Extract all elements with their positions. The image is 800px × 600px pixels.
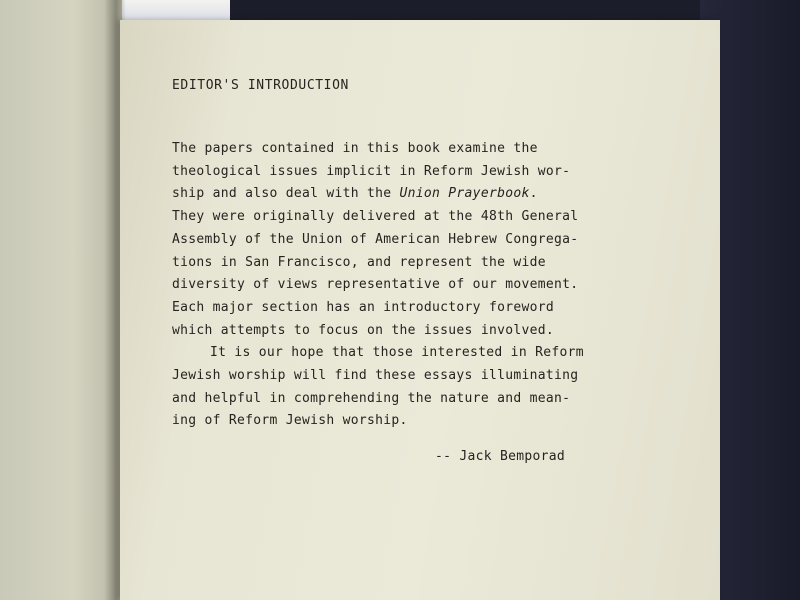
text-line: Jewish worship will find these essays illuminating — [172, 368, 579, 384]
text-line: ing of Reform Jewish worship. — [172, 413, 408, 429]
text-line: and helpful in comprehending the nature and mean- — [172, 390, 571, 406]
text-line: diversity of views representative of our movement. — [172, 277, 579, 293]
text-line: theological issues implicit in Reform Jewish wor- — [172, 163, 571, 179]
signature: -- Jack Bemporad — [435, 449, 566, 465]
section-heading: EDITOR'S INTRODUCTION — [172, 78, 349, 93]
paragraph-1 — [172, 138, 672, 433]
text-line: tions in San Francisco, and represent the wide — [172, 254, 546, 270]
text-line: which attempts to focus on the issues involved. — [172, 322, 554, 338]
text-line: Assembly of the Union of American Hebrew Congrega- — [172, 231, 579, 247]
title-punctuation: . — [529, 186, 538, 202]
page-text — [172, 76, 672, 468]
text-line: The papers contained in this book examine the — [172, 141, 538, 156]
text-line: They were originally delivered at the 48th General — [172, 209, 579, 225]
text-line: It is our hope that those interested in Reform — [210, 345, 584, 361]
text-line: Each major section has an introductory foreword — [172, 299, 554, 315]
text-line-start: ship and also deal with the — [172, 186, 400, 202]
book-title: Union Prayerbook — [399, 186, 530, 202]
text-line — [172, 183, 672, 206]
